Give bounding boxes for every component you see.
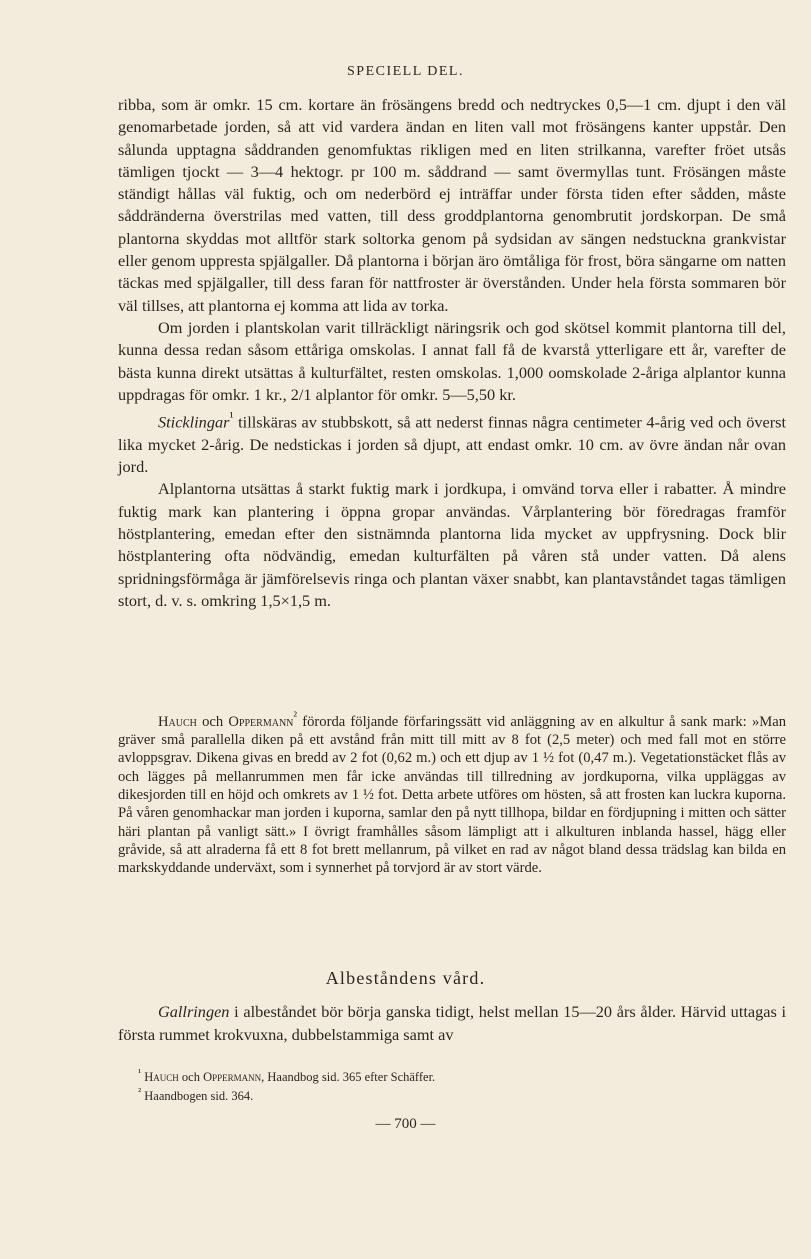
footnote-1-author-a: Hauch: [144, 1070, 179, 1085]
gallring-paragraph: [118, 1000, 786, 1046]
section-heading: Albeståndens vård.: [325, 968, 486, 988]
paragraph-sticklingar: [118, 406, 786, 478]
paragraph-1: ribba, som är omkr. 15 cm. kortare än frösängens bredd och nedtryckes 0,5—1 cm. djupt i den väl genomarbetade jorden, så att vid vardera ändan en liten vall mot frösängens kanter uppstår. Den sålunda upptagna såddranden genomfuktas rikligen med en liten strilkanna, varefter fröet utsås tämligen tjockt — 3—4 hektogr. pr 100 m. såddrand — samt övermyllas tunt. Frösängen måste ständigt hållas väl fuktig, och om nederbörd ej inträffar under första tiden efter sådden, måste såddränderna överstrilas med vatten, till dess groddplantorna genombrutit jordskorpan. De små plantorna skyddas mot alltför stark soltorka genom på sydsidan av sängen nedstuckna grankvistar eller genom uppresta spjälgaller. Då plantorna i början äro ömtåliga för frost, böra sängarne om natten täckas med spjälgaller, till dess faran för nattfroster är överstånden. Under hela första sommaren bör väl tillses, att plantorna ej komma att lida av torka.: [118, 95, 786, 315]
footnote-ref-2: ²: [293, 709, 298, 723]
gallring-body: i albeståndet bör börja ganska tidigt, helst mellan 15—20 års ålder. Härvid uttagas i första rummet krokvuxna, dubbelstammiga samt av: [118, 1002, 786, 1044]
gallring-term: Gallringen: [158, 1002, 230, 1021]
author-hauch: Hauch: [158, 713, 197, 730]
footnotes: [118, 1066, 786, 1104]
footnote-1-conj: och: [178, 1070, 204, 1085]
gallring-text: [118, 1000, 786, 1046]
footnote-2-mark: ²: [138, 1087, 142, 1099]
quoted-block: [118, 707, 786, 878]
sticklingar-term: Sticklingar: [158, 412, 230, 432]
main-text: [118, 94, 786, 612]
page-number: — 700 —: [375, 1116, 436, 1132]
footnote-1: [118, 1066, 786, 1085]
footnote-2: [118, 1085, 786, 1104]
sticklingar-text: tillskäras av stubbskott, så att nederst finnas några centimeter 4-årig ved och överst lika mycket 2-årig. De nedstickas i jorden så djupt, att endast omkr. 10 cm. av övre ändan når ovan jord.: [118, 412, 786, 477]
quote-conj: och: [196, 713, 229, 730]
footnote-1-text: , Haandbog sid. 365 efter Schäffer.: [261, 1070, 436, 1085]
quote-paragraph: [118, 707, 786, 878]
quote-text: förorda följande förfaringssätt vid anläggning av en alkultur å sank mark: »Man gräver små parallella diken på ett avstånd från mitt till mitt av 8 fot (2,5 meter) och med fall mot en större avloppsgrav. Dikena givas en bredd av 2 fot (0,62 m.) och ett djup av 1 ½ fot (0,47 m.). Vegetationstäcket flås av och lägges på mellanrummen men får icke användas till tillredning av jordkuporna, vilka uppläggas av dikesjorden till en höjd och omkrets av 1 ½ fot. Detta arbete utföres om hösten, så att frosten kan luckra kuporna. På våren genomhackar man jorden i kuporna, samlar den på nytt tillhopa, bildar en fördjupning i mitten och sätter häri plantan på vanligt sätt.» I övrigt framhålles såsom lämpligt att i alkulturen inblanda hassel, hägg eller gråvide, så att alraderna få ett 8 fot brett mellanrum, på vilket en rad av något bland dessa trädslag kan bilda en markskyddande underväxt, som i synnerhet på torvjord är av stort värde.: [118, 713, 786, 877]
paragraph-4: Alplantorna utsättas å starkt fuktig mark i jordkupa, i omvänd torva eller i rabatter. Å mindre fuktig mark kan plantering i öppna gropar användas. Vårplantering bör föredragas framför höstplantering, emedan efter den sistnämnda plantorna lida mycket av uppfrysning. Dock blir höstplantering ofta nödvändig, emedan kulturfälten på våren stå under vatten. Då alens spridningsförmåga är jämförelsevis ringa och plantan växer snabbt, kan plantavståndet tagas tämligen stort, d. v. s. omkring 1,5×1,5 m.: [118, 479, 786, 610]
footnote-1-author-b: Oppermann: [203, 1070, 262, 1085]
footnote-1-mark: ¹: [138, 1068, 142, 1079]
footnote-2-text: Haandbogen sid. 364.: [144, 1089, 254, 1104]
author-oppermann: Oppermann: [228, 713, 294, 730]
footnote-ref-1: ¹: [229, 409, 234, 425]
paragraph-2: Om jorden i plantskolan varit tillräckligt näringsrik och god skötsel kommit plantorna till del, kunna dessa redan såsom ettåriga omskolas. I annat fall få de kvarstå ytterligare ett år, varefter de bästa kunna direkt utsättas å kulturfältet, resten omskolas. 1,000 oomskolade 2-åriga alplantor kunna uppdragas för omkr. 1 kr., 2/1 alplantor för omkr. 5—5,50 kr.: [118, 317, 786, 404]
running-header: SPECIELL DEL.: [347, 64, 464, 79]
